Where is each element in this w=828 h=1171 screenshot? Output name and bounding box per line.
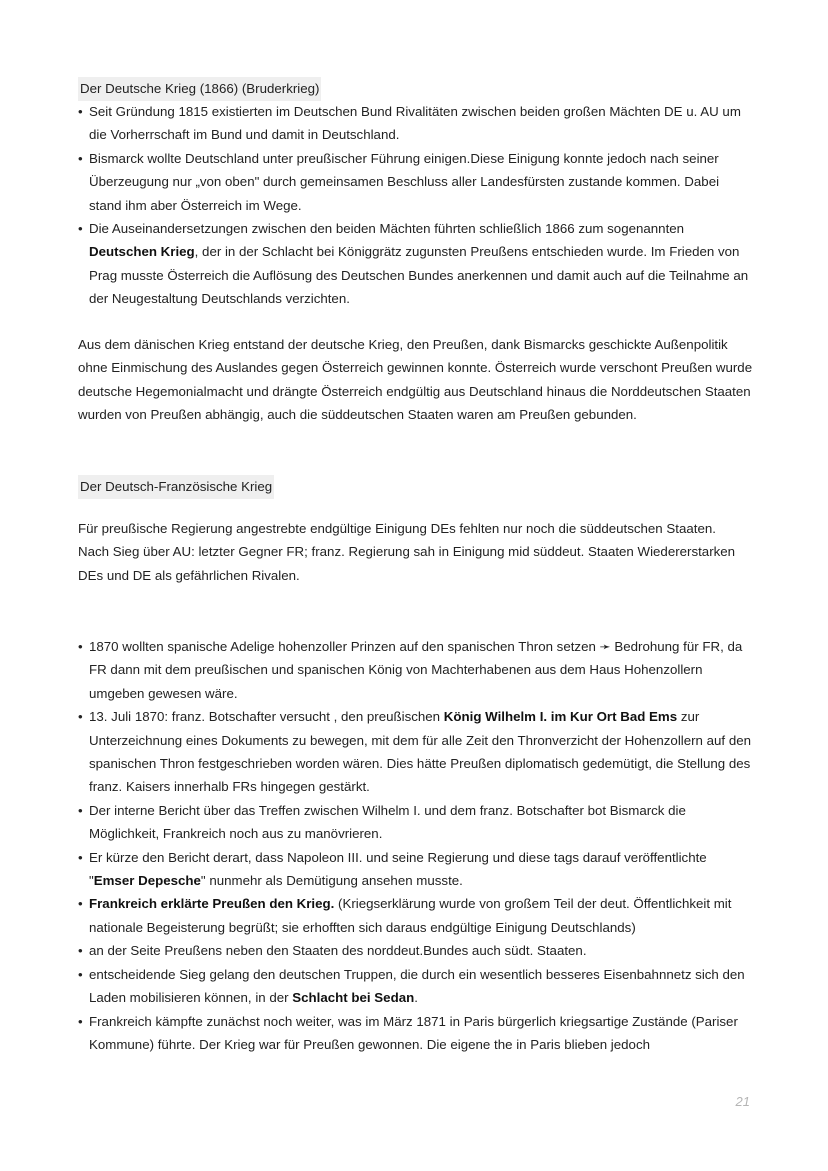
list-item: • Frankreich kämpfte zunächst noch weiter, was im März 1871 in Paris bürgerlich kriegsartige Zustände (Pariser Kommune) führte. Der Krieg war für Preußen gewonnen. Die eigene the in Paris blieben jedoch [78,1010,754,1057]
bold-term: Schlacht bei Sedan [292,990,415,1006]
list-item: • Seit Gründung 1815 existierten im Deutschen Bund Rivalitäten zwischen beiden großen Mächten DE u. AU um die Vorherrschaft im Bund und damit in Deutschland. [78,100,754,147]
bold-term: Emser Depesche [93,873,201,889]
list-item: • 13. Juli 1870: franz. Botschafter versucht , den preußischen König Wilhelm I. im Kur Ort Bad Ems zur Unterzeichnung eines Dokuments zu bewegen, mit dem für alle Zeit den Thronverzicht der Hohenzollern auf den spanischen Thron festgeschrieben worden wären. Dies hätte Preußen diplomatisch gedemütigt, die Stellung des franz. Kaisers innerhalb FRs hingegen gestärkt. [78,705,754,799]
paragraph-summary: Aus dem dänischen Krieg entstand der deutsche Krieg, den Preußen, dank Bismarcks geschickte Außenpolitik ohne Einmischung des Auslandes gegen Österreich gewinnen konnte. Österreich wurde verschont Preußen wurde deutsche Hegemonialmacht und drängte Österreich endgültig aus Deutschland hinaus die Norddeutschen Staaten wurden von Preußen abhängig, auch die süddeutschen Staaten waren am Preußen gebunden. [78,337,753,423]
list-item: • 1870 wollten spanische Adelige hohenzoller Prinzen auf den spanischen Thron setzen ➛ Bedrohung für FR, da FR dann mit dem preußischen und spanischen König von Machterhabenen aus dem Haus Hohenzollern umgeben gewesen wäre. [78,635,754,705]
bullet-list-deutsch-franzoesischer-krieg [78,635,754,1056]
bold-term: Deutschen Krieg [89,244,195,260]
section-heading-deutsch-franzoesischer-krieg: Der Deutsch-Französische Krieg [78,475,274,499]
list-item: • Der interne Bericht über das Treffen zwischen Wilhelm I. und dem franz. Botschafter bot Bismarck die Möglichkeit, Frankreich noch aus zu manövrieren. [78,799,754,846]
page-number: 21 [735,1094,750,1109]
section-heading-deutscher-krieg: Der Deutsche Krieg (1866) (Bruderkrieg) [78,77,321,101]
list-item: • entscheidende Sieg gelang den deutschen Truppen, die durch ein wesentlich besseres Eisenbahnnetz sich den Laden mobilisieren können, in der Schlacht bei Sedan. [78,963,754,1010]
bold-term: Frankreich erklärte Preußen den Krieg. [89,896,335,912]
bullet-list-deutscher-krieg [78,100,754,311]
list-item: • Frankreich erklärte Preußen den Krieg. (Kriegserklärung wurde von großem Teil der deut. Öffentlichkeit mit nationale Begeisterung begrüßt; sie erhofften sich daraus endgültige Einigung Deutschlands) [78,892,754,939]
list-item: • an der Seite Preußens neben den Staaten des norddeut.Bundes auch südt. Staaten. [78,939,754,962]
bold-term: König Wilhelm I. im Kur Ort Bad Ems [443,709,678,725]
list-item: • Er kürze den Bericht derart, dass Napoleon III. und seine Regierung und diese tags darauf veröffentlichte "Emser Depesche" nunmehr als Demütigung ansehen musste. [78,846,754,893]
intro-paragraph: Nach Sieg über AU: letzter Gegner FR; franz. Regierung sah in Einigung mid süddeut. Staaten Wiedererstarken DEs und DE als gefährlichen Rivalen. [78,544,736,583]
intro-paragraph: Für preußische Regierung angestrebte endgültige Einigung DEs fehlten nur noch die süddeutschen Staaten. [78,521,716,536]
list-item: • Bismarck wollte Deutschland unter preußischer Führung einigen.Diese Einigung konnte jedoch nach seiner Überzeugung nur „von oben" durch gemeinsamen Beschluss aller Landesfürsten zustande kommen. Dabei stand ihm aber Österreich im Wege. [78,147,754,217]
list-item: • Die Auseinandersetzungen zwischen den beiden Mächten führten schließlich 1866 zum sogenannten Deutschen Krieg, der in der Schlacht bei Königgrätz zugunsten Preußens entschieden wurde. Im Frieden von Prag musste Österreich die Auflösung des Deutschen Bundes anerkennen und damit auch auf die Teilnahme an der Neugestaltung Deutschlands verzichten. [78,217,754,311]
intro-text [78,517,754,587]
